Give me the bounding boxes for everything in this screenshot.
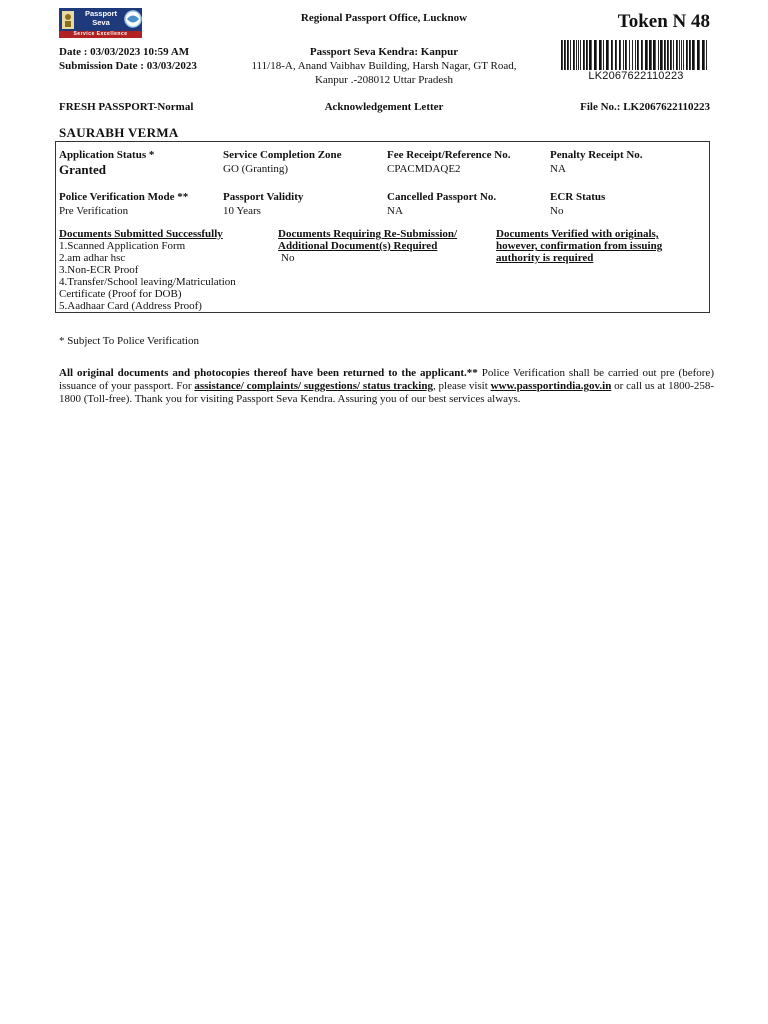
token-number: Token N 48 — [617, 11, 710, 32]
barcode-bar — [683, 40, 684, 70]
verified-heading-line3: authority is required — [496, 252, 594, 264]
verified-heading-line2: however, confirmation from issuing — [496, 240, 663, 252]
barcode-bar — [603, 40, 604, 70]
list-item: 5.Aadhaar Card (Address Proof) — [59, 300, 202, 312]
value: Pre Verification — [59, 205, 129, 217]
applicant-name: SAURABH VERMA — [59, 125, 179, 140]
barcode-bar — [692, 40, 695, 70]
list-item: 4.Transfer/School leaving/Matriculation — [59, 276, 236, 288]
barcode-bar — [567, 40, 569, 70]
barcode-bar — [619, 40, 621, 70]
barcode-bar — [583, 40, 585, 70]
passport-seva-logo — [59, 8, 142, 38]
list-item: 2.am adhar hsc — [59, 252, 126, 264]
notice-text-2: , please visit — [432, 380, 491, 392]
barcode-bar — [623, 40, 624, 70]
resubmission-heading-line2: Additional Document(s) Required — [278, 240, 438, 252]
barcode-bar — [599, 40, 602, 70]
label: Application Status * — [59, 149, 155, 161]
barcode-bar — [561, 40, 563, 70]
verified-heading-line1: Documents Verified with originals, — [496, 228, 659, 240]
barcode-bar — [580, 40, 581, 70]
submission-date: Submission Date : 03/03/2023 — [59, 60, 197, 72]
application-status — [59, 148, 154, 178]
label: Service Completion Zone — [223, 149, 342, 161]
documents-verified — [496, 228, 662, 264]
barcode-bar — [697, 40, 700, 70]
penalty-receipt — [550, 148, 643, 176]
passport-validity — [223, 190, 303, 218]
cancelled-passport — [387, 190, 496, 218]
label: Passport Validity — [223, 191, 304, 203]
label: ECR Status — [550, 191, 606, 203]
barcode-bar — [681, 40, 682, 70]
notice-text-3: or call us at 1800-258-1800 (Toll-free). Thank you for visiting Passport Seva Kendra. Assuring you of our best services always. — [59, 380, 714, 405]
police-verification-footnote: * Subject To Police Verification — [59, 335, 199, 347]
psk-title: Passport Seva Kendra: Kanpur — [309, 46, 459, 58]
value: NA — [387, 205, 403, 217]
service-type: FRESH PASSPORT-Normal — [59, 101, 194, 113]
barcode-bar — [649, 40, 652, 70]
file-number: File No.: LK2067622110223 — [580, 101, 710, 113]
assistance-link[interactable]: assistance/ complaints/ suggestions/ status tracking — [194, 380, 433, 392]
documents-submitted-heading: Documents Submitted Successfully — [59, 228, 223, 240]
value: NA — [550, 163, 566, 175]
barcode-bar — [641, 40, 643, 70]
notice-bold-lead: All original documents and photocopies thereof have been returned to the applicant.** — [59, 367, 478, 379]
barcode-bar — [689, 40, 691, 70]
barcode-bar — [635, 40, 636, 70]
service-completion-zone — [223, 148, 342, 176]
fee-receipt — [387, 148, 510, 176]
value: CPACMDAQE2 — [387, 163, 461, 175]
barcode-bar — [660, 40, 663, 70]
psk-address-block — [236, 45, 532, 87]
barcode — [561, 40, 711, 70]
barcode-bar — [570, 40, 571, 70]
list-item: 1.Scanned Application Form — [59, 240, 186, 252]
barcode-bar — [667, 40, 669, 70]
barcode-bar — [653, 40, 656, 70]
value: Granted — [59, 162, 106, 177]
list-item: Certificate (Proof for DOB) — [59, 288, 182, 300]
police-verification-mode — [59, 190, 188, 218]
psk-address-line1: 111/18-A, Anand Vaibhav Building, Harsh Nagar, GT Road, — [251, 60, 517, 72]
documents-resubmission — [278, 228, 457, 264]
logo-text-line2: Seva — [92, 18, 110, 27]
resubmission-value: No — [281, 252, 295, 264]
barcode-bar — [589, 40, 592, 70]
logo-tagline: Service Excellence — [73, 31, 128, 37]
document-title: Acknowledgement Letter — [324, 101, 444, 113]
label: Fee Receipt/Reference No. — [387, 149, 511, 161]
barcode-bar — [629, 40, 630, 70]
dates-block — [59, 45, 197, 73]
value: GO (Granting) — [223, 163, 289, 175]
psk-address-line2: Kanpur .-208012 Uttar Pradesh — [314, 74, 454, 86]
passportindia-link[interactable]: www.passportindia.gov.in — [490, 380, 612, 392]
barcode-bar — [676, 40, 678, 70]
logo-text-line1: Passport — [84, 9, 118, 18]
documents-submitted-list — [59, 240, 236, 312]
barcode-bar — [586, 40, 588, 70]
notice-paragraph — [59, 367, 714, 406]
barcode-bar — [576, 40, 577, 70]
barcode-bar — [615, 40, 617, 70]
barcode-bar — [611, 40, 613, 70]
barcode-bar — [606, 40, 609, 70]
resubmission-heading-line1: Documents Requiring Re-Submission/ — [278, 228, 458, 240]
barcode-bar — [645, 40, 648, 70]
application-details-box — [55, 141, 710, 313]
barcode-number: LK2067622110223 — [588, 70, 684, 82]
label: Cancelled Passport No. — [387, 191, 497, 203]
documents-submitted — [59, 228, 236, 312]
barcode-bar — [637, 40, 639, 70]
barcode-bar — [578, 40, 579, 70]
barcode-bar — [564, 40, 566, 70]
barcode-bar — [625, 40, 627, 70]
value: 10 Years — [223, 205, 261, 217]
barcode-bar — [670, 40, 672, 70]
label: Police Verification Mode ** — [59, 191, 189, 203]
barcode-bar — [573, 40, 575, 70]
barcode-bar — [702, 40, 705, 70]
list-item: 3.Non-ECR Proof — [59, 264, 139, 276]
barcode-bar — [673, 40, 674, 70]
notice-text-1: Police Verification shall be carried out pre (before) issuance of your passport. For — [59, 367, 714, 392]
ecr-status — [550, 190, 605, 218]
value: No — [550, 205, 564, 217]
barcode-bar — [664, 40, 666, 70]
barcode-bar — [706, 40, 707, 70]
label: Penalty Receipt No. — [550, 149, 643, 161]
barcode-bar — [658, 40, 659, 70]
barcode-bar — [632, 40, 633, 70]
barcode-bar — [686, 40, 688, 70]
barcode-bar — [679, 40, 680, 70]
date: Date : 03/03/2023 10:59 AM — [59, 46, 190, 58]
barcode-bar — [594, 40, 597, 70]
office-title: Regional Passport Office, Lucknow — [300, 12, 468, 24]
